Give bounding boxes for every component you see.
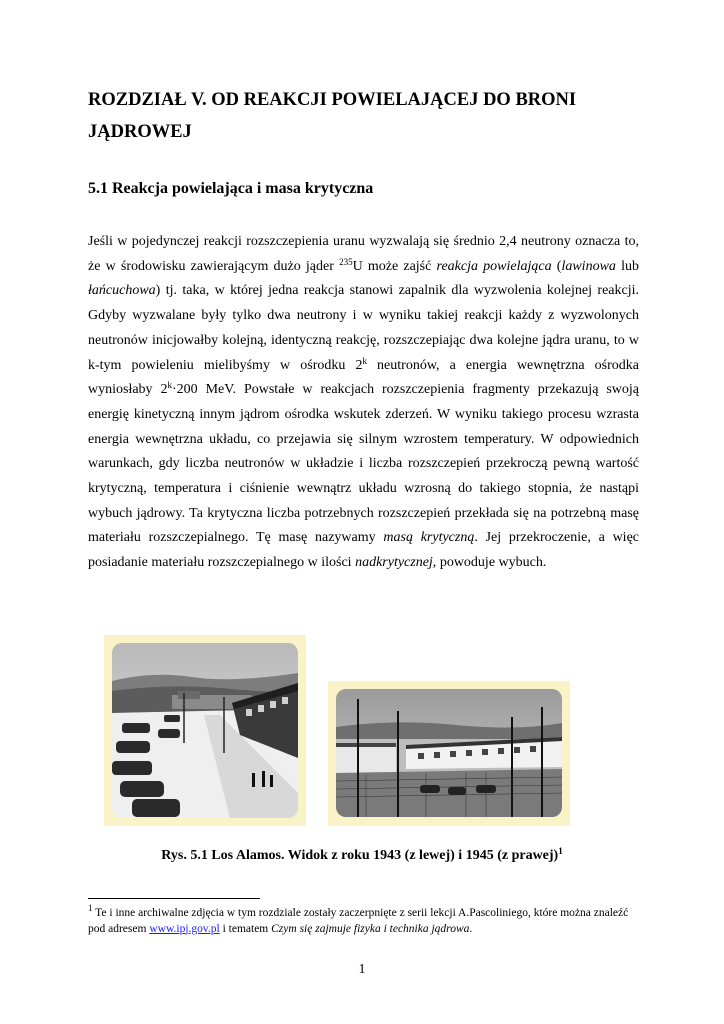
photo-1945-image bbox=[336, 689, 562, 817]
section-title: 5.1 Reakcja powielająca i masa krytyczna bbox=[88, 180, 374, 197]
photo-los-alamos-1945 bbox=[328, 681, 570, 826]
superscript-k: k bbox=[167, 380, 172, 391]
text-run: U może zajść bbox=[352, 258, 437, 274]
photo-los-alamos-1943 bbox=[104, 635, 306, 826]
text-run: neutronów, a energia wewnętrzna ośrodka wyniosłaby 2 bbox=[88, 357, 639, 398]
footnote-topic: Czym się zajmuje fizyka i technika jądrowa bbox=[271, 922, 470, 935]
text-run: powoduje wybuch. bbox=[436, 555, 547, 571]
chapter-title bbox=[88, 84, 636, 148]
footnote-link[interactable]: www.ipj.gov.pl bbox=[149, 922, 220, 935]
page-number: 1 bbox=[358, 962, 366, 977]
text-run: Jeśli w pojedynczej reakcji rozszczepienia uranu wyzwalają się średnio 2,4 neutrony oznacza to, że w środowisku zawierającym dużo jąder bbox=[88, 234, 639, 274]
superscript-235: 235 bbox=[339, 256, 353, 267]
photo-1943-image bbox=[112, 643, 298, 818]
term-masa-krytyczna: masą krytyczną bbox=[383, 530, 475, 546]
text-run: . Jej przekroczenie, a więc posiadanie materiału rozszczepialnego w ilości bbox=[88, 530, 640, 571]
footnote-reference[interactable]: 1 bbox=[558, 846, 563, 856]
text-run: ·200 MeV. Powstałe w reakcjach rozszczepienia fragmenty przekazują swoją energię kinetyczną innym jądrom ośrodka wskutek zderzeń. W wyniku takiego procesu wzrasta energia wewnętrzna układu, co przejawia się silnym wzrostem temperatury. W odpowiednich warunkach, gdy liczba neutronów w układzie i liczba rozszczepień przekroczą pewną wartość krytyczną, temperatura i ciśnienie wewnątrz układu wzrosną do takiego stopnia, że nastąpi wybuch jądrowy. Ta krytyczna liczba potrzebnych rozszczepień przekłada się na potrzebną masę materiału rozszczepialnego. Tę masę nazywamy bbox=[88, 382, 639, 546]
caption-text: Rys. 5.1 Los Alamos. Widok z roku 1943 (z lewej) i 1945 (z prawej) bbox=[161, 848, 559, 863]
text-run: ) tj. taka, w której jedna reakcja stanowi zapalnik dla wyzwolenia kolejnej reakcji. Gdyby wyzwalane były tylko dwa neutrony i w wyniku takiej reakcji każdy z wyzwolonych neutronów inicjowałby kolejną, identyczną reakcję, rozszczepiając dwa kolejne jądra uranu, to w k-tym powieleniu mielibyśmy w ośrodku 2 bbox=[88, 283, 639, 373]
term-lawinowa: lawinowa bbox=[561, 258, 616, 274]
text-run: lub bbox=[615, 258, 639, 274]
superscript-k: k bbox=[362, 355, 367, 366]
footnote bbox=[88, 903, 640, 937]
footnote-text: . bbox=[469, 922, 473, 935]
text-run: ( bbox=[551, 258, 562, 274]
footnote-text: i tematem bbox=[219, 922, 272, 935]
footnote-text: Te i inne archiwalne zdjęcia w tym rozdziale zostały zaczerpnięte z serii lekcji A.Pascoliniego, które można znaleźć pod adresem bbox=[88, 907, 629, 935]
chapter-title-line-2: JĄDROWEJ bbox=[88, 122, 192, 142]
term-reakcja-powielajaca: reakcja powielająca bbox=[436, 258, 552, 274]
chapter-title-line-1: ROZDZIAŁ V. OD REAKCJI POWIELAJĄCEJ DO BRONI bbox=[88, 90, 577, 110]
figure-caption bbox=[88, 846, 636, 866]
term-lancuchowa: łańcuchowa bbox=[88, 283, 156, 299]
footnote-marker: 1 bbox=[88, 903, 93, 913]
footnote-separator bbox=[88, 898, 260, 899]
body-paragraph bbox=[88, 230, 639, 576]
term-nadkrytycznej: nadkrytycznej, bbox=[355, 555, 437, 571]
